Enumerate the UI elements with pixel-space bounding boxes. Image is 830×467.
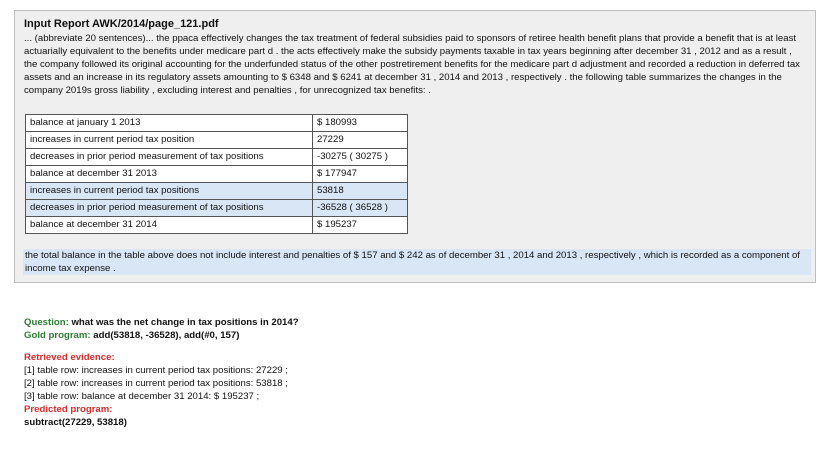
table-cell-value: 53818 [313,183,408,200]
table-row [26,166,408,183]
predicted-program-label: Predicted program: [24,404,113,415]
table-cell-value: -30275 ( 30275 ) [313,149,408,166]
table-cell-value: -36528 ( 36528 ) [313,200,408,217]
table-cell-label: balance at december 31 2014 [26,217,313,234]
table-row [26,183,408,200]
table-row [26,132,408,149]
table-row [26,149,408,166]
table-cell-value: 27229 [313,132,408,149]
gold-program-text: add(53818, -36528), add(#0, 157) [93,330,240,341]
evidence-label: Retrieved evidence: [24,352,115,363]
tax-benefit-table [25,114,408,234]
report-title: Input Report AWK/2014/page_121.pdf [24,18,219,30]
report-text: ... (abbreviate 20 sentences)... the ppaca effectively changes the tax treatment of federal subsidies paid to sponsors of retiree health benefit plans that provide a benefit that is at least actuarially equivalent to the benefits under medicare part d . the acts effectively make the subsidy payments taxable in tax years beginning after december 31 , 2012 and as a result , the company followed its original accounting for the underfunded status of the other postretirement benefits for the medicare part d adjustment and recorded a reduction in deferred tax assets and an increase in its regulatory assets amounting to $ 6348 and $ 6241 at december 31 , 2014 and 2013 , respectively . the following table summarizes the changes in the company 2019s gross liability , excluding interest and penalties , for unrecognized tax benefits: . [24,33,800,96]
table-cell-label: decreases in prior period measurement of tax positions [26,149,313,166]
table-cell-label: increases in current period tax positions [26,183,313,200]
evidence-item: [2] table row: increases in current period tax positions: 53818 ; [24,378,288,389]
table-cell-value: $ 180993 [313,115,408,132]
table-cell-label: increases in current period tax position [26,132,313,149]
evidence-item: [3] table row: balance at december 31 2014: $ 195237 ; [24,391,260,402]
predicted-program-text: subtract(27229, 53818) [24,417,127,428]
table-row [26,217,408,234]
table-cell-label: decreases in prior period measurement of tax positions [26,200,313,217]
report-footer-text: the total balance in the table above does not include interest and penalties of $ 157 and $ 242 as of december 31 , 2014 and 2013 , respectively , which is recorded as a component of income tax expense . [23,249,811,275]
evidence-item: [1] table row: increases in current period tax positions: 27229 ; [24,365,288,376]
question-label: Question: [24,317,69,328]
table-cell-label: balance at january 1 2013 [26,115,313,132]
input-report-panel [14,10,816,283]
table-cell-value: $ 177947 [313,166,408,183]
gold-program-line [24,329,814,342]
question-line [24,316,814,329]
gold-program-label: Gold program: [24,330,91,341]
table-cell-label: balance at december 31 2013 [26,166,313,183]
table-row [26,115,408,132]
table-cell-value: $ 195237 [313,217,408,234]
question-text: what was the net change in tax positions in 2014? [71,317,299,328]
qa-section [24,316,814,429]
table-row [26,200,408,217]
